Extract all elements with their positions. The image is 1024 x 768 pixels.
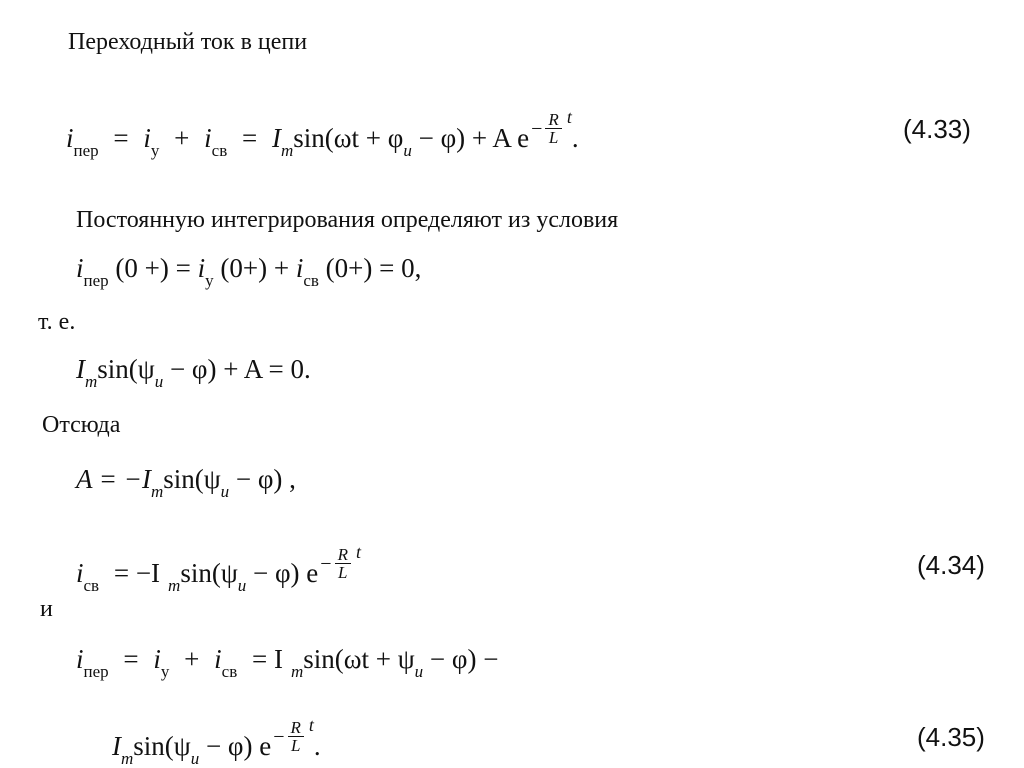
heading-text: Переходный ток в цепи [68,29,308,55]
constant-text: Постоянную интегрирования определяют из условия [76,207,619,233]
otsyuda-label: Отсюда [42,412,121,438]
initial-condition-equation: $i_{пер}$ (0 +) = $i_у$ $(0+) + i_{св}$ (0+) = 0, [76,253,422,290]
exponent: − $\frac{R}{L}$ t [531,107,572,148]
equation-A: $A = -I_m\sin(\psi_u - \varphi)$ , [76,464,296,501]
equation-4-35-line1: $i_{пер} = i_у + i_{св} = I$ $_m\sin(\omega t + \psi_u - \varphi)$ − [76,644,499,681]
equation-4-33: $i_{пер} = i_у + i_{св} = I_m\sin(\omega t + \varphi_u - \varphi) + A$ e − $\frac{R}{L}$ t. [66,107,579,160]
te-label: т. е. [38,309,76,335]
equation-number-4-35: (4.35) [917,722,985,752]
exponent: − $\frac{R}{L}$ t [320,542,361,583]
equation-number-4-34: (4.34) [917,550,985,580]
and-label: и [40,596,53,622]
equation-number-4-33: (4.33) [903,114,971,144]
equation-zero: $I_m\sin(\psi_u - \varphi) + A = 0$. [76,354,311,391]
exponent: − $\frac{R}{L}$ t [273,715,314,756]
equation-4-34: $i_{св} = -I$ $_m\sin(\psi_u - \varphi) e$ − $\frac{R}{L}$ t [76,542,361,595]
equation-4-35-line2: $I_m\sin(\psi_u - \varphi) e$ − $\frac{R}{L}$ t. [112,715,321,768]
